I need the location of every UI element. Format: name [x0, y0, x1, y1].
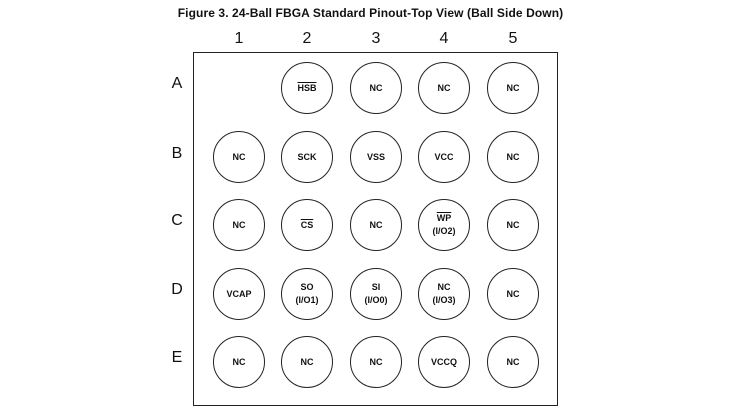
ball-a2-signal: $\overline{HSB}$ [297, 82, 317, 93]
ball-d1 [213, 268, 265, 320]
ball-e1 [213, 336, 265, 388]
ball-e3 [350, 336, 402, 388]
ball-b1 [213, 131, 265, 183]
column-label-3: 3 [371, 30, 381, 47]
ball-b1-signal: NC [232, 151, 246, 162]
ball-e1-signal: NC [232, 356, 246, 367]
ball-d5-signal: NC [506, 288, 520, 299]
ball-e4-signal: VCCQ [430, 356, 457, 367]
ball-c2-signal: $\overline{CS}$ [300, 219, 314, 230]
column-label-4: 4 [439, 30, 449, 47]
ball-d2 [281, 268, 333, 320]
ball-a4 [418, 62, 470, 114]
ball-c3-signal: NC [369, 219, 383, 230]
ball-c1-signal: NC [232, 219, 246, 230]
column-label-2: 2 [302, 30, 312, 47]
ball-c4-signal: $\overline{WP}$ [436, 213, 452, 223]
ball-d2-alt-function: (I/O1) [295, 295, 319, 305]
ball-d3-alt-function: (I/O0) [364, 295, 388, 305]
ball-c5 [487, 199, 539, 251]
ball-c4 [418, 199, 470, 251]
ball-a3 [350, 62, 402, 114]
ball-e2 [281, 336, 333, 388]
ball-d3-signal: SI [371, 282, 381, 292]
ball-c3 [350, 199, 402, 251]
ball-a2 [281, 62, 333, 114]
column-label-1: 1 [234, 30, 244, 47]
ball-d3 [350, 268, 402, 320]
ball-d2-signal: SO [300, 282, 314, 292]
row-label-a: A [171, 75, 183, 92]
ball-b3 [350, 131, 402, 183]
ball-b2-signal: SCK [297, 151, 317, 162]
ball-e5-signal: NC [506, 356, 520, 367]
ball-b2 [281, 131, 333, 183]
ball-d4-signal: NC [437, 282, 451, 292]
ball-c1 [213, 199, 265, 251]
ball-b4-signal: VCC [434, 151, 454, 162]
ball-b3-signal: VSS [366, 151, 385, 162]
column-label-5: 5 [508, 30, 518, 47]
row-label-e: E [171, 349, 183, 366]
ball-a5-signal: NC [506, 82, 520, 93]
ball-a5 [487, 62, 539, 114]
ball-e2-signal: NC [300, 356, 314, 367]
figure-title: Figure 3. 24-Ball FBGA Standard Pinout-Top View (Ball Side Down) [177, 6, 564, 20]
ball-c4-alt-function: (I/O2) [432, 226, 456, 236]
row-label-c: C [171, 212, 183, 229]
ball-e4 [418, 336, 470, 388]
ball-d5 [487, 268, 539, 320]
ball-e5 [487, 336, 539, 388]
ball-a3-signal: NC [369, 82, 383, 93]
ball-a4-signal: NC [437, 82, 451, 93]
row-label-d: D [171, 281, 183, 298]
ball-e3-signal: NC [369, 356, 383, 367]
ball-d1-signal: VCAP [226, 288, 252, 299]
ball-b5 [487, 131, 539, 183]
ball-c2 [281, 199, 333, 251]
row-label-b: B [171, 145, 183, 162]
ball-d4-alt-function: (I/O3) [432, 295, 456, 305]
ball-c5-signal: NC [506, 219, 520, 230]
ball-d4 [418, 268, 470, 320]
ball-b4 [418, 131, 470, 183]
ball-b5-signal: NC [506, 151, 520, 162]
